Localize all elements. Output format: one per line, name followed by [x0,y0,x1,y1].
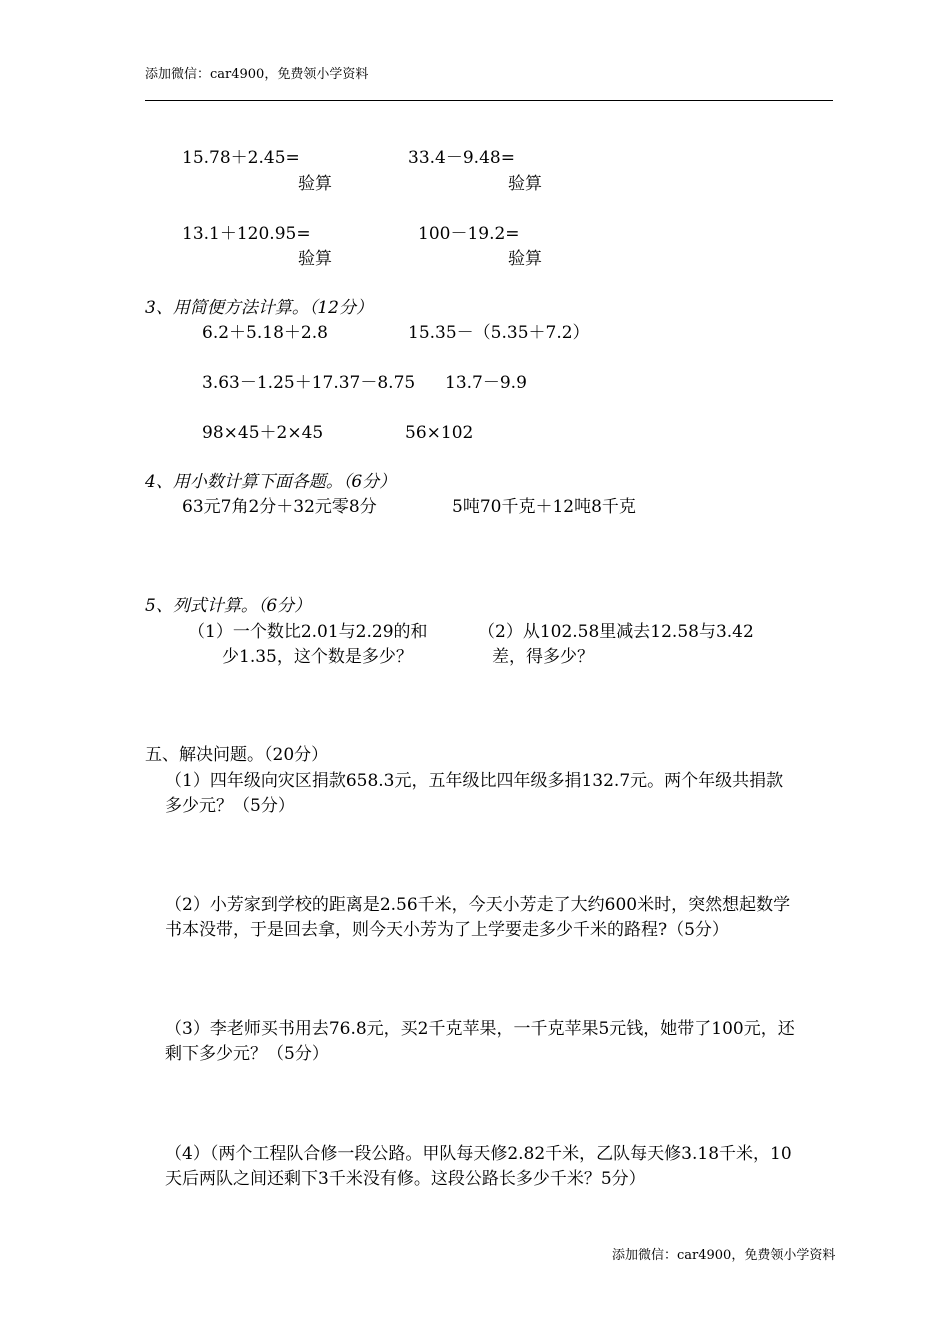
problem-line: 天后两队之间还剩下3千米没有修。这段公路长多少千米？5分） [165,1169,646,1189]
problem-line: 书本没带，于是回去拿，则今天小芳为了上学要走多少千米的路程?（5分） [165,920,729,940]
check-label: 验算 [298,249,332,269]
check-label: 验算 [508,174,542,194]
section-4-title: 4、用小数计算下面各题。（6分） [145,472,397,492]
calc-expression: 33.4－9.48= [408,148,515,168]
problem-line: 剩下多少元？（5分） [165,1044,329,1064]
problem-line: 多少元？（5分） [165,796,295,816]
calc-expression: 100－19.2= [418,224,520,244]
check-label: 验算 [508,249,542,269]
problem-item: 6.2＋5.18＋2.8 [202,323,328,343]
page-footer: 添加微信：car4900，免费领小学资料 [612,1248,836,1263]
problem-item: 63元7角2分＋32元零8分 [182,497,377,517]
problem-line: 少1.35，这个数是多少？ [222,647,413,667]
problem-item: 56×102 [405,423,474,443]
header-divider [145,100,833,101]
section-5-title: 5、列式计算。（6分） [145,596,312,616]
problem-item: 13.7－9.9 [445,373,527,393]
problem-line: （3）李老师买书用去76.8元，买2千克苹果，一千克苹果5元钱，她带了100元，还 [165,1019,795,1039]
part-5-title: 五、解决问题。（20分） [145,745,329,765]
problem-line: （2）从102.58里减去12.58与3.42 [478,622,754,642]
problem-item: 98×45＋2×45 [202,423,324,443]
section-3-title: 3、用简便方法计算。（12分） [145,298,373,318]
problem-line: 差，得多少？ [492,647,594,667]
problem-line: （2）小芳家到学校的距离是2.56千米，今天小芳走了大约600米时，突然想起数学 [165,895,791,915]
problem-line: （4）（两个工程队合修一段公路。甲队每天修2.82千米，乙队每天修3.18千米，10 [165,1144,792,1164]
calc-expression: 13.1＋120.95= [182,224,311,244]
problem-item: 5吨70千克＋12吨8千克 [452,497,636,517]
problem-line: （1）四年级向灾区捐款658.3元，五年级比四年级多捐132.7元。两个年级共捐款 [165,771,784,791]
page-header: 添加微信：car4900，免费领小学资料 [145,67,369,82]
problem-item: 15.35－（5.35＋7.2） [408,323,590,343]
problem-item: 3.63－1.25＋17.37－8.75 [202,373,416,393]
calc-expression: 15.78＋2.45= [182,148,300,168]
problem-line: （1）一个数比2.01与2.29的和 [188,622,428,642]
check-label: 验算 [298,174,332,194]
